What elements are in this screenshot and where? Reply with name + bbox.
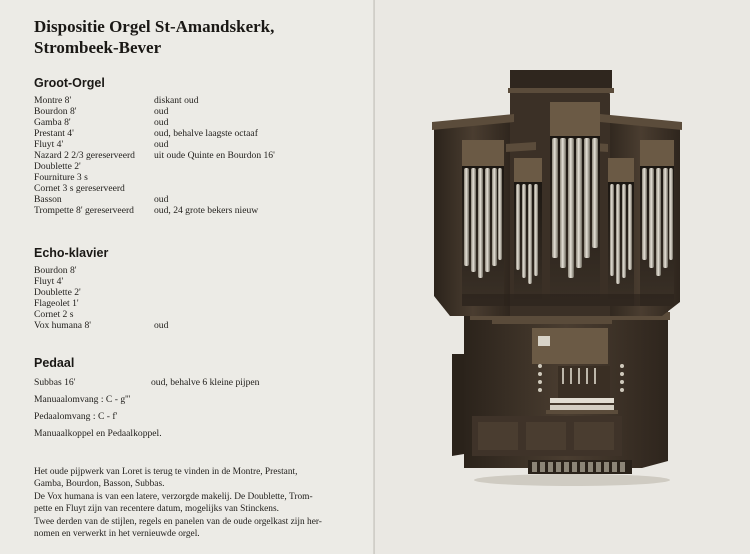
footnote-line: Gamba, Bourdon, Basson, Subbas. — [34, 479, 165, 490]
register-note: oud — [154, 139, 169, 150]
register-name: Doublette 2' — [34, 287, 81, 298]
register-name: Gamba 8' — [34, 117, 71, 128]
register-name: Montre 8' — [34, 95, 72, 106]
footnote-paragraph — [34, 466, 359, 540]
register-name: Subbas 16' — [34, 377, 76, 388]
register-note: oud — [154, 117, 169, 128]
footnote-line: Het oude pijpwerk van Loret is terug te vinden in de Montre, Prestant, — [34, 467, 298, 477]
register-note: uit oude Quinte en Bourdon 16' — [154, 150, 275, 161]
register-name: Manuaalkoppel en Pedaalkoppel. — [34, 428, 162, 439]
register-name: Doublette 2' — [34, 161, 81, 172]
register-name: Fluyt 4' — [34, 276, 64, 287]
section-heading-echo-klavier: Echo-klavier — [34, 246, 109, 260]
register-name: Manuaalomvang : C - g''' — [34, 394, 131, 405]
register-name: Basson — [34, 194, 62, 205]
register-name: Nazard 2 2/3 gereserveerd — [34, 150, 135, 161]
register-note: oud, 24 grote bekers nieuw — [154, 205, 259, 216]
register-note: oud — [154, 320, 169, 331]
register-name: Bourdon 8' — [34, 106, 77, 117]
register-name: Pedaalomvang : C - f' — [34, 411, 118, 422]
register-note: oud — [154, 194, 169, 205]
register-name: Bourdon 8' — [34, 265, 77, 276]
register-name: Trompette 8' gereserveerd — [34, 205, 134, 216]
title-line-2: Strombeek-Bever — [34, 38, 162, 57]
footnote-line: De Vox humana is van een latere, verzorgde makelij. De Doublette, Trom- — [34, 491, 313, 502]
register-name: Vox humana 8' — [34, 320, 91, 331]
register-note: oud — [154, 106, 169, 117]
register-name: Fluyt 4' — [34, 139, 64, 150]
section-heading-pedaal: Pedaal — [34, 356, 75, 370]
organ-photo — [432, 66, 684, 490]
footnote-line: pette en Fluyt zijn van recentere datum, mogelijks van Stinckens. — [34, 504, 279, 515]
footnote-line: Twee derden van de stijlen, regels en panelen van de oude orgelkast zijn her- — [34, 516, 322, 527]
footnote-line: nomen en verwerkt in het vernieuwde orgel. — [34, 529, 200, 540]
title-line-1: Dispositie Orgel St-Amandskerk, — [34, 17, 275, 36]
register-note: oud, behalve 6 kleine pijpen — [151, 377, 260, 388]
register-note: oud, behalve laagste octaaf — [154, 128, 258, 139]
register-note: diskant oud — [154, 95, 199, 106]
page-title — [34, 16, 274, 58]
register-name: Cornet 2 s — [34, 309, 74, 320]
register-name: Prestant 4' — [34, 128, 74, 139]
register-name: Cornet 3 s gereserveerd — [34, 183, 125, 194]
register-name: Fourniture 3 s — [34, 172, 88, 183]
section-heading-groot-orgel: Groot-Orgel — [34, 76, 105, 90]
register-name: Flageolet 1' — [34, 298, 79, 309]
